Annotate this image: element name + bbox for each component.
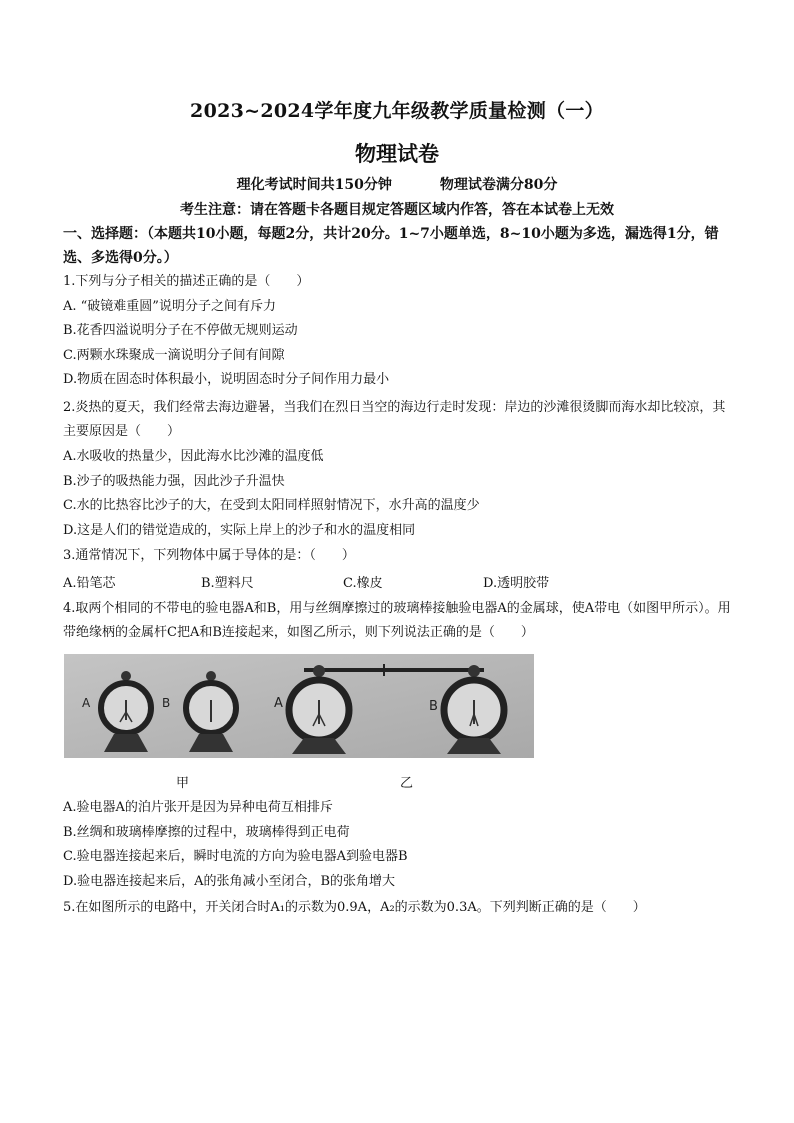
- exam-info: [0, 174, 794, 194]
- electroscope-figure: [64, 654, 534, 758]
- q1-option-b: B.花香四溢说明分子在不停做无规则运动: [63, 323, 298, 338]
- caption-yi: 乙: [400, 776, 414, 791]
- q1-option-d: D.物质在固态时体积最小，说明固态时分子间作用力最小: [63, 372, 390, 387]
- score-note: 物理试卷满分80分: [439, 177, 558, 193]
- q2-option-b: B.沙子的吸热能力强，因此沙子升温快: [63, 474, 285, 489]
- q4-option-c: C.验电器连接起来后，瞬时电流的方向为验电器A到验电器B: [63, 849, 408, 864]
- q2-option-d: D.这是人们的错觉造成的，实际上岸上的沙子和水的温度相同: [63, 523, 416, 538]
- q2-option-a: A.水吸收的热量少，因此海水比沙滩的温度低: [63, 449, 324, 464]
- label-a-yi: A: [274, 696, 283, 711]
- time-note: 理化考试时间共150分钟: [236, 177, 392, 193]
- label-b-yi: B: [429, 699, 438, 714]
- q3-stem: 3.通常情况下，下列物体中属于导体的是：（ ）: [63, 548, 355, 563]
- q3-option-d: D.透明胶带: [483, 576, 550, 591]
- q1-stem: 1.下列与分子相关的描述正确的是（ ）: [63, 274, 310, 289]
- q2-option-c: C.水的比热容比沙子的大，在受到太阳同样照射情况下，水升高的温度少: [63, 498, 480, 513]
- q5-stem: 5.在如图所示的电路中，开关闭合时A₁的示数为0.9A，A₂的示数为0.3A。下列判断正确的是（ ）: [63, 900, 646, 915]
- q4-option-b: B.丝绸和玻璃棒摩擦的过程中，玻璃棒得到正电荷: [63, 825, 350, 840]
- q3-option-c: C.橡皮: [343, 576, 383, 591]
- exam-title: 2023~2024学年度九年级教学质量检测（一）: [190, 100, 604, 122]
- q1-option-c: C.两颗水珠聚成一滴说明分子间有间隙: [63, 348, 285, 363]
- q4-option-d: D.验电器连接起来后，A的张角减小至闭合，B的张角增大: [63, 874, 396, 889]
- notice: 考生注意：请在答题卡各题目规定答题区域内作答，答在本试卷上无效: [180, 202, 614, 218]
- label-a-jia: A: [82, 696, 91, 710]
- q1-option-a: A. “破镜难重圆”说明分子之间有斥力: [63, 299, 276, 314]
- electroscope-illustration: [64, 654, 534, 758]
- caption-jia: 甲: [176, 776, 190, 791]
- q2-stem: 2.炎热的夏天，我们经常去海边避暑，当我们在烈日当空的海边行走时发现：岸边的沙滩很烫脚而海水却比较凉，其主要原因是（ ）: [63, 400, 726, 439]
- q3-option-a: A.铅笔芯: [63, 576, 116, 591]
- q4-stem: 4.取两个相同的不带电的验电器A和B，用与丝绸摩擦过的玻璃棒接触验电器A的金属球，使A带电（如图甲所示）。用带绝缘柄的金属杆C把A和B连接起来，如图乙所示，则下列说法正确的是（ ）: [63, 601, 731, 640]
- section-heading: 一、选择题：（本题共10小题，每题2分，共计20分。1~7小题单选，8~10小题为多选，漏选得1分，错选、多选得0分。）: [63, 226, 719, 266]
- q4-option-a: A.验电器A的泊片张开是因为异种电荷互相排斥: [63, 800, 333, 815]
- label-b-jia: B: [162, 696, 171, 710]
- q3-option-b: B.塑料尺: [201, 576, 254, 591]
- subject-title: 物理试卷: [355, 141, 439, 166]
